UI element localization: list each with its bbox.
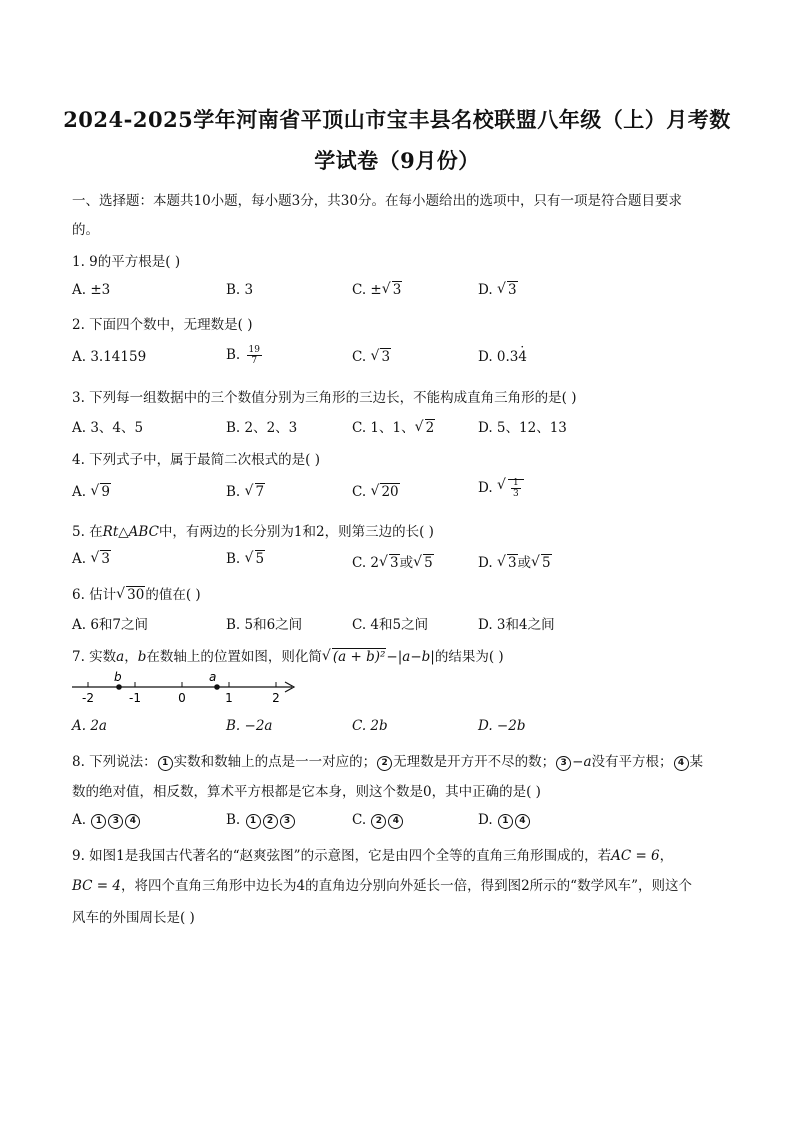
q2-c-radicand: 3 (381, 349, 391, 365)
question-5-stem (72, 520, 434, 540)
q8-b-prefix: B. (226, 812, 245, 828)
circled-number-icon: 4 (125, 814, 140, 829)
repeating-digit: 4 · (518, 349, 527, 365)
q5-c-radicand2: 5 (424, 555, 433, 571)
tick-label: -1 (129, 691, 141, 705)
sqrt-symbol (382, 282, 403, 298)
number-line-figure (68, 670, 300, 710)
tick-label: 2 (272, 691, 280, 705)
exam-title-line2: 学试卷（9月份） (314, 148, 480, 173)
q8-option-b (226, 812, 296, 829)
q2-b-numerator: 19 (248, 345, 260, 355)
q2-option-b (226, 345, 264, 366)
q8-d-prefix: D. (478, 812, 497, 828)
point-a (214, 684, 220, 690)
circled-number-icon: 2 (263, 814, 278, 829)
q7-stem-mid: 在数轴上的位置如图，则化简 (146, 649, 322, 665)
q5-d-or: 或 (517, 555, 532, 571)
question-9-stem-line1 (72, 844, 673, 864)
q3-option-b: B. 2、2、3 (226, 420, 298, 436)
q1-option-d (478, 282, 518, 298)
q6-option-a: A. 6和7之间 (72, 617, 149, 633)
q2-d-prefix: D. 0.3 (478, 349, 519, 365)
q6-option-c: C. 4和5之间 (352, 617, 429, 633)
q8-option-a (72, 812, 141, 829)
q1-c-prefix: C. ± (352, 282, 382, 298)
q7-stem-suffix: 的结果为( ) (434, 649, 504, 665)
q3-option-a: A. 3、4、5 (72, 420, 144, 436)
q5-b-radicand: 5 (255, 551, 265, 567)
circled-number-icon: 1 (246, 814, 261, 829)
q1-c-radicand: 3 (392, 282, 402, 298)
tick-label: 0 (178, 691, 186, 705)
q5-b-prefix: B. (226, 551, 245, 567)
question-9-stem-line2 (72, 874, 692, 894)
circled-number-icon: 2 (371, 814, 386, 829)
sqrt-symbol (90, 484, 111, 500)
circled-number-icon: 1 (498, 814, 513, 829)
q8-prefix: 8. 下列说法： (72, 754, 157, 770)
question-8-stem-line1 (72, 750, 703, 771)
q4-d-prefix: D. (478, 480, 497, 496)
circled-number-icon: 1 (158, 756, 173, 771)
circled-number-icon: 3 (556, 756, 571, 771)
question-4-stem: 4. 下列式子中，属于最简二次根式的是( ) (72, 452, 320, 468)
q5-option-c (352, 551, 434, 571)
q9-line2-math: BC = 4 (72, 878, 121, 894)
tick-label: -2 (82, 691, 94, 705)
sqrt-symbol (116, 587, 145, 603)
q3-c-prefix: C. 1、1、 (352, 420, 415, 436)
circled-number-icon: 4 (515, 814, 530, 829)
q6-option-d: D. 3和4之间 (478, 617, 555, 633)
q7-sep: ， (124, 649, 138, 665)
q9-line1-math: AC = 6 (611, 848, 660, 864)
sqrt-symbol (379, 555, 400, 571)
point-b (116, 684, 122, 690)
q9-line1-text: 9. 如图1是我国古代著名的“赵爽弦图”的示意图，它是由四个全等的直角三角形围成的，若 (72, 848, 612, 864)
question-2-stem: 2. 下面四个数中，无理数是( ) (72, 317, 253, 333)
question-1-stem: 1. 9的平方根是( ) (72, 254, 181, 270)
q5-option-a (72, 551, 111, 567)
q2-option-c (352, 349, 391, 365)
question-6-stem (72, 583, 201, 603)
q5-stem-prefix: 5. 在 (72, 524, 103, 540)
q6-stem-radicand: 30 (127, 587, 145, 603)
q7-var-b: b (137, 649, 147, 665)
q4-d-denominator: 3 (512, 489, 519, 499)
q4-b-radicand: 7 (255, 484, 265, 500)
sqrt-symbol (370, 484, 399, 500)
circled-number-icon: 1 (91, 814, 106, 829)
q1-option-c (352, 282, 402, 298)
q5-stem-suffix: 中，有两边的长分别为1和2，则第三边的长( ) (158, 524, 434, 540)
q7-var-a: a (116, 649, 125, 665)
q8-option-d (478, 812, 531, 829)
sqrt-symbol (245, 551, 266, 567)
exam-title-line1: 2024-2025学年河南省平顶山市宝丰县名校联盟八年级（上）月考数 (63, 107, 731, 132)
q8-option-c (352, 812, 404, 829)
q5-stem-triangle: Rt△ABC (102, 524, 159, 540)
q8-statement-3-var: −a (572, 754, 592, 770)
q4-d-numerator: √ 1 (512, 478, 519, 488)
q8-c-prefix: C. (352, 812, 371, 828)
q6-option-b: B. 5和6之间 (226, 617, 303, 633)
q9-line2-text: ，将四个直角三角形中边长为4的直角边分别向外延长一倍，得到图2所示的“数学风车”，则这个 (120, 878, 692, 894)
q5-d-radicand1: 3 (507, 555, 517, 571)
sqrt-symbol (90, 551, 111, 567)
question-9-stem-line3: 风车的外围周长是( ) (72, 910, 195, 926)
q2-option-a: A. 3.14159 (72, 349, 147, 365)
sqrt-symbol (322, 649, 387, 665)
q1-d-prefix: D. (478, 282, 497, 298)
q4-option-a (72, 484, 111, 500)
sqrt-symbol (497, 555, 518, 571)
q2-option-d (478, 349, 527, 365)
q3-option-d: D. 5、12、13 (478, 420, 567, 436)
q5-a-radicand: 3 (101, 551, 110, 567)
q6-stem-suffix: 的值在( ) (145, 587, 201, 603)
q8-statement-3: 没有平方根； (591, 754, 673, 770)
q8-a-prefix: A. (72, 812, 91, 828)
sqrt-symbol (245, 484, 266, 500)
circled-number-icon: 4 (674, 756, 689, 771)
q5-c-prefix: C. 2 (352, 555, 380, 571)
q9-line1-end: ， (659, 848, 674, 864)
section-instructions-line2: 的。 (72, 222, 99, 238)
sqrt-symbol (413, 555, 434, 571)
q4-a-radicand: 9 (101, 484, 110, 500)
q4-c-radicand: 20 (381, 484, 399, 500)
q1-option-b: B. 3 (226, 282, 254, 298)
q2-c-prefix: C. (352, 349, 371, 365)
question-7-stem (72, 645, 504, 665)
tick-label: 1 (225, 691, 233, 705)
circled-number-icon: 2 (377, 756, 392, 771)
q5-option-b (226, 551, 265, 567)
question-8-stem-line2: 数的绝对值，相反数，算术平方根都是它本身，则这个数是0，其中正确的是( ) (72, 784, 541, 800)
circled-number-icon: 3 (108, 814, 123, 829)
q7-option-d: D. −2b (478, 718, 526, 734)
q6-stem-prefix: 6. 估计 (72, 587, 117, 603)
section-instructions-line1: 一、选择题：本题共10小题，每小题3分，共30分。在每小题给出的选项中，只有一项是符合题目要求 (72, 193, 682, 209)
q5-a-prefix: A. (72, 551, 91, 567)
q4-b-prefix: B. (226, 484, 245, 500)
sqrt-symbol (415, 420, 436, 436)
q1-option-a: A. ±3 (72, 282, 111, 298)
q7-stem-prefix: 7. 实数 (72, 649, 117, 665)
q5-d-prefix: D. (478, 555, 497, 571)
sqrt-symbol (497, 478, 524, 499)
q7-radicand: (a + b)² (332, 649, 386, 665)
question-3-stem: 3. 下列每一组数据中的三个数值分别为三角形的三边长，不能构成直角三角形的是( ) (72, 390, 577, 406)
q1-d-radicand: 3 (507, 282, 517, 298)
q4-c-prefix: C. (352, 484, 371, 500)
q8-statement-4: 某 (689, 754, 704, 770)
fraction (511, 478, 521, 499)
q5-c-radicand1: 3 (390, 555, 399, 571)
q2-b-denominator: 7 (251, 356, 258, 366)
sqrt-symbol (497, 282, 518, 298)
q4-option-c (352, 484, 400, 500)
q7-option-b: B. −2a (226, 718, 273, 734)
q5-d-radicand2: 5 (542, 555, 551, 571)
q5-c-or: 或 (399, 555, 414, 571)
point-b-label: b (114, 670, 122, 684)
q3-c-radicand: 2 (425, 420, 435, 436)
point-a-label: a (209, 670, 217, 684)
q4-a-prefix: A. (72, 484, 91, 500)
sqrt-symbol (370, 349, 391, 365)
q3-option-c (352, 416, 435, 436)
q4-option-b (226, 484, 265, 500)
q7-option-c: C. 2b (352, 718, 388, 734)
circled-number-icon: 3 (280, 814, 295, 829)
fraction (247, 345, 262, 366)
q2-b-prefix: B. (226, 347, 245, 363)
q8-statement-2: 无理数是开方开不尽的数； (393, 754, 556, 770)
sqrt-symbol (531, 555, 552, 571)
circled-number-icon: 4 (388, 814, 403, 829)
q7-abs-term: −|a−b| (386, 649, 435, 665)
q7-option-a: A. 2a (72, 718, 107, 734)
q8-statement-1: 实数和数轴上的点是一一对应的； (173, 754, 377, 770)
q5-option-d (478, 551, 552, 571)
q4-option-d (478, 478, 524, 499)
